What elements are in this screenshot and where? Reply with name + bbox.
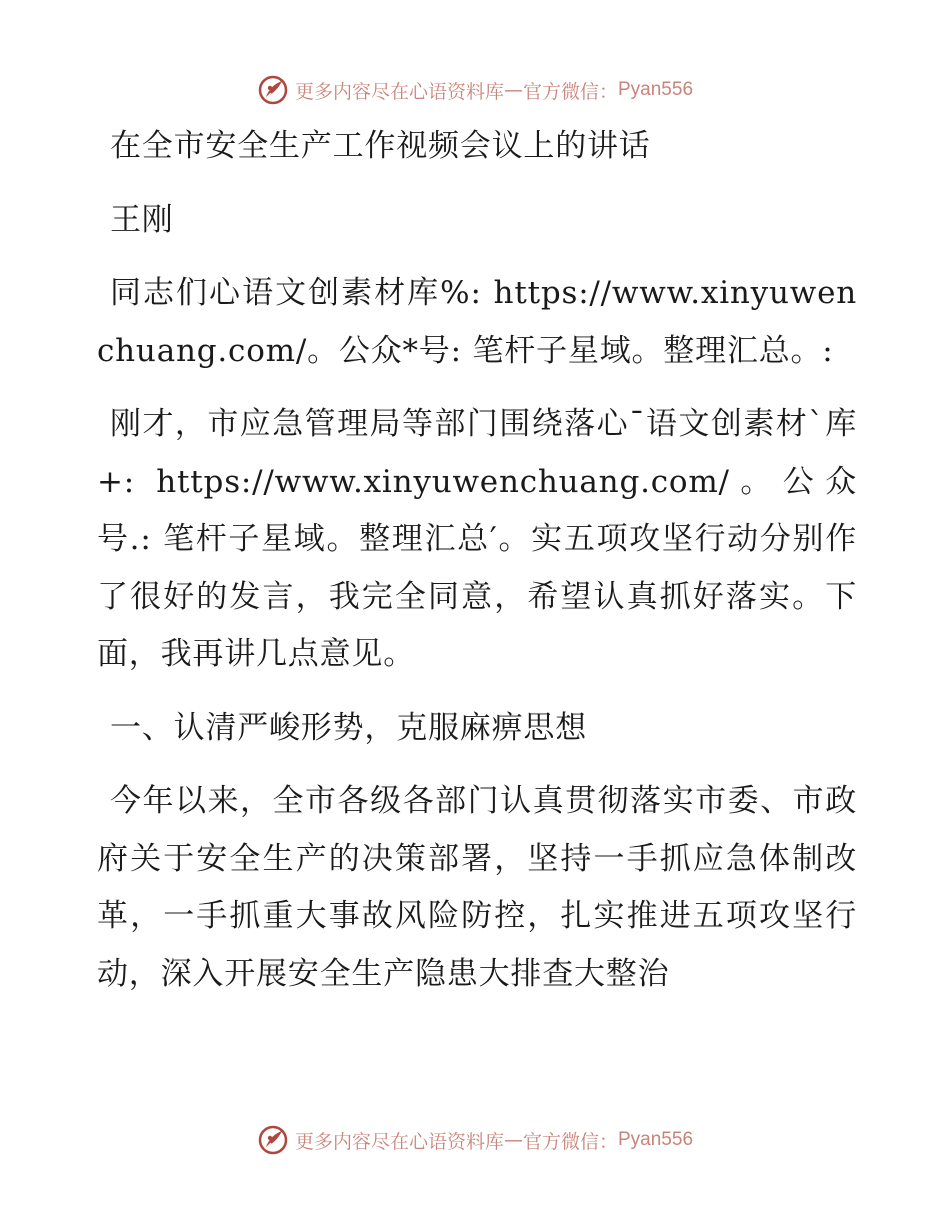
banner-brand-text: 更多内容尽在心语资料库 (294, 80, 504, 103)
footer-brand-text: 更多内容尽在心语资料库 (294, 1130, 504, 1153)
quill-logo-icon (257, 74, 289, 106)
section-heading-1: 一、认清严峻形势，克服麻痹思想 (110, 709, 587, 746)
paragraph-3: 今年以来，全市各级各部门认真贯彻落实市委、市政府关于安全生产的决策部署，坚持一手抓应急体制改革，一手抓重大事故风险防控，扎实推进五项攻坚行动，深入开展安全生产隐患大排查大整治 (97, 783, 857, 992)
document-author: 王刚 (110, 201, 174, 238)
footer-wechat-id: Pyan556 (618, 1129, 694, 1150)
quill-logo-icon (257, 1124, 289, 1156)
banner-separator: — (503, 79, 523, 101)
footer-separator: — (503, 1129, 523, 1151)
banner-wechat-label: 官方微信： (522, 80, 618, 103)
paragraph-1: 同志们心语文创素材库%: https://www.xinyuwenchuang.com/。公众*号: 笔杆子星域。整理汇总。: (97, 275, 857, 369)
banner-wechat-id: Pyan556 (618, 79, 694, 100)
document-title: 在全市安全生产工作视频会议上的讲话 (110, 128, 651, 164)
footer-wechat-label: 官方微信： (522, 1130, 618, 1153)
document-body (97, 118, 857, 1003)
footer-banner (0, 1120, 950, 1160)
paragraph-2: 刚才，市应急管理局等部门围绕落心¯语文创素材`库+: https://www.xinyuwenchuang.com/。公众号.: 笔杆子星域。整理汇总′。实五项攻坚行动分别作了很好的发言，我完全同意，希望认真抓好落实。下面，我再讲几点意见。 (97, 406, 857, 672)
header-banner (0, 70, 950, 110)
